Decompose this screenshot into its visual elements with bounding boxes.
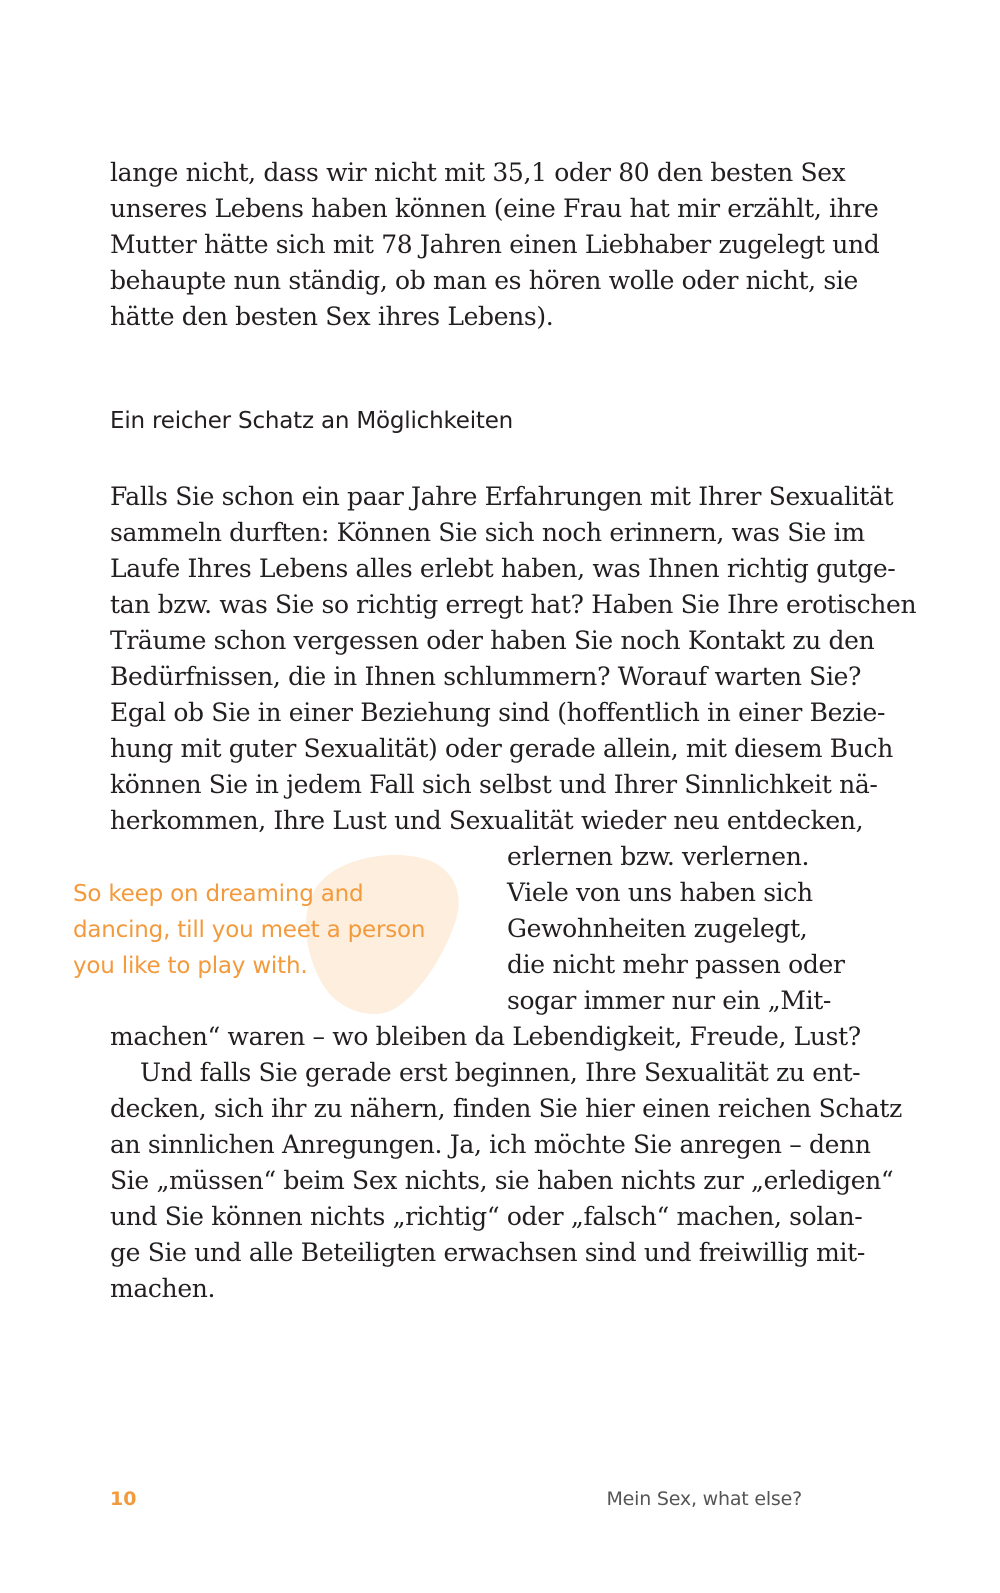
- intro-line: hätte den besten Sex ihres Lebens).: [110, 302, 554, 331]
- body-line: Laufe Ihres Lebens alles erlebt haben, was Ihnen richtig gutge-: [110, 554, 896, 583]
- body-line: herkommen, Ihre Lust und Sexualität wieder neu entdecken,: [110, 806, 864, 835]
- body-line-narrow: erlernen bzw. verlernen.: [507, 842, 810, 871]
- page-number: 10: [110, 1488, 137, 1510]
- intro-line: lange nicht, dass wir nicht mit 35,1 oder 80 den besten Sex: [110, 158, 846, 187]
- pull-quote-line: you like to play with.: [73, 953, 308, 979]
- body-line: machen.: [110, 1274, 216, 1303]
- pull-quote-line: dancing, till you meet a person: [73, 917, 426, 943]
- body-line: Sie „müssen“ beim Sex nichts, sie haben nichts zur „erledigen“: [110, 1166, 894, 1195]
- body-line: Egal ob Sie in einer Beziehung sind (hoffentlich in einer Bezie-: [110, 698, 886, 727]
- body-line: tan bzw. was Sie so richtig erregt hat? Haben Sie Ihre erotischen: [110, 590, 917, 619]
- body-line: Falls Sie schon ein paar Jahre Erfahrungen mit Ihrer Sexualität: [110, 482, 894, 511]
- body-line: decken, sich ihr zu nähern, finden Sie hier einen reichen Schatz: [110, 1094, 902, 1123]
- body-line: ge Sie und alle Beteiligten erwachsen sind und freiwillig mit-: [110, 1238, 865, 1267]
- body-line-narrow: Gewohnheiten zugelegt,: [507, 914, 808, 943]
- intro-line: unseres Lebens haben können (eine Frau hat mir erzählt, ihre: [110, 194, 879, 223]
- intro-line: Mutter hätte sich mit 78 Jahren einen Liebhaber zugelegt und: [110, 230, 880, 259]
- body-line-narrow: sogar immer nur ein „Mit-: [507, 986, 832, 1015]
- running-footer-title: Mein Sex, what else?: [606, 1488, 802, 1510]
- body-line: und Sie können nichts „richtig“ oder „falsch“ machen, solan-: [110, 1202, 863, 1231]
- section-heading: Ein reicher Schatz an Möglichkeiten: [110, 408, 514, 434]
- intro-line: behaupte nun ständig, ob man es hören wolle oder nicht, sie: [110, 266, 858, 295]
- body-line: an sinnlichen Anregungen. Ja, ich möchte Sie anregen – denn: [110, 1130, 871, 1159]
- body-line: sammeln durften: Können Sie sich noch erinnern, was Sie im: [110, 518, 865, 547]
- body-line: machen“ waren – wo bleiben da Lebendigkeit, Freude, Lust?: [110, 1022, 861, 1051]
- body-line: Träume schon vergessen oder haben Sie noch Kontakt zu den: [110, 626, 875, 655]
- body-line: können Sie in jedem Fall sich selbst und Ihrer Sinnlichkeit nä-: [110, 770, 878, 799]
- body-line-narrow: die nicht mehr passen oder: [507, 950, 845, 979]
- pull-quote-line: So keep on dreaming and: [73, 881, 364, 907]
- body-line: Bedürfnissen, die in Ihnen schlummern? Worauf warten Sie?: [110, 662, 862, 691]
- body-line: hung mit guter Sexualität) oder gerade allein, mit diesem Buch: [110, 734, 893, 763]
- body-line-narrow: Viele von uns haben sich: [507, 878, 813, 907]
- body-line: Und falls Sie gerade erst beginnen, Ihre Sexualität zu ent-: [140, 1058, 861, 1087]
